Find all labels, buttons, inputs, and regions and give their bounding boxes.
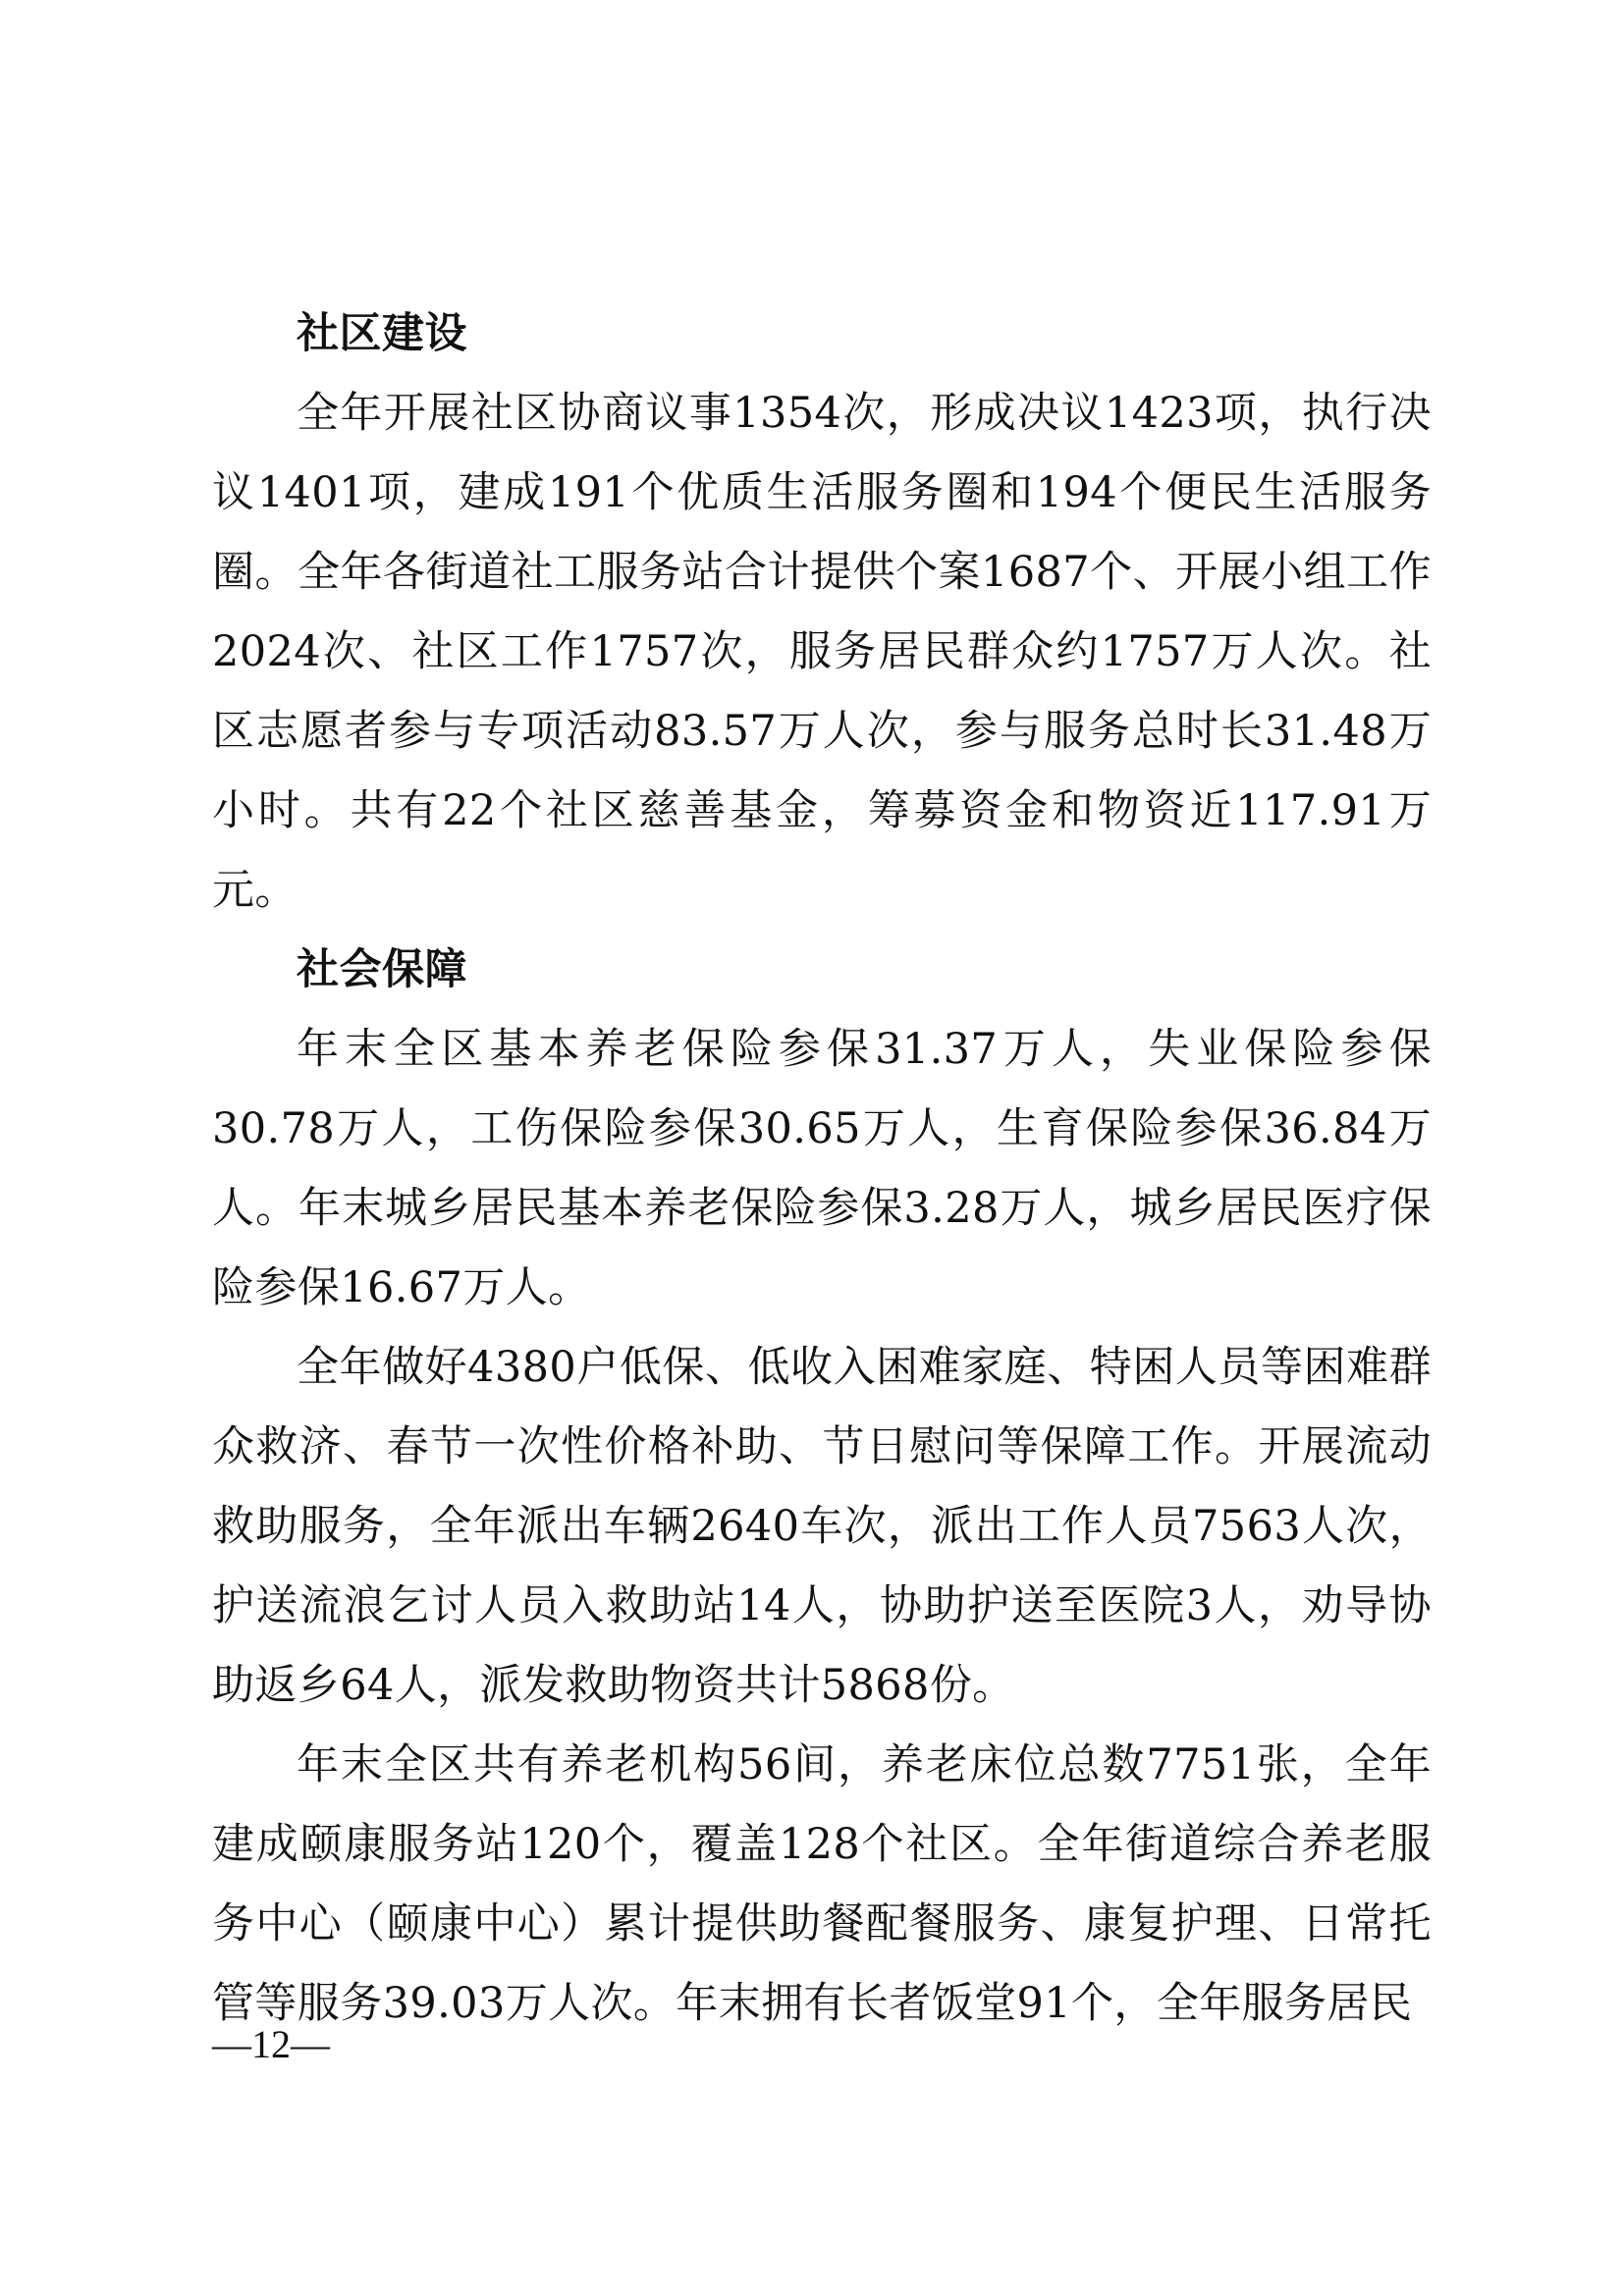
page-content: [212, 294, 1432, 2044]
section-heading-social-security: 社会保障: [297, 945, 467, 994]
paragraph-insurance: 年末全区基本养老保险参保31.37万人，失业保险参保30.78万人，工伤保险参保30.65万人，生育保险参保36.84万人。年末城乡居民基本养老保险参保3.28万人，城乡居民医疗保险参保16.67万人。: [212, 1025, 1432, 1312]
page-number: —12—: [212, 2022, 330, 2066]
paragraph-community-building: 全年开展社区协商议事1354次，形成决议1423项，执行决议1401项，建成191个优质生活服务圈和194个便民生活服务圈。全年各街道社工服务站合计提供个案1687个、开展小组工作2024次、社区工作1757次，服务居民群众约1757万人次。社区志愿者参与专项活动83.57万人次，参与服务总时长31.48万小时。共有22个社区慈善基金，筹募资金和物资近117.91万元。: [212, 389, 1432, 915]
paragraph-elderly-care: 年末全区共有养老机构56间，养老床位总数7751张，全年建成颐康服务站120个，覆盖128个社区。全年街道综合养老服务中心（颐康中心）累计提供助餐配餐服务、康复护理、日常托管等服务39.03万人次。年末拥有长者饭堂91个，全年服务居民: [212, 1740, 1432, 2028]
section-heading-community-building: 社区建设: [297, 309, 467, 358]
paragraph-relief: 全年做好4380户低保、低收入困难家庭、特困人员等困难群众救济、春节一次性价格补助、节日慰问等保障工作。开展流动救助服务，全年派出车辆2640车次，派出工作人员7563人次，护送流浪乞讨人员入救助站14人，协助护送至医院3人，劝导协助返乡64人，派发救助物资共计5868份。: [212, 1343, 1432, 1710]
